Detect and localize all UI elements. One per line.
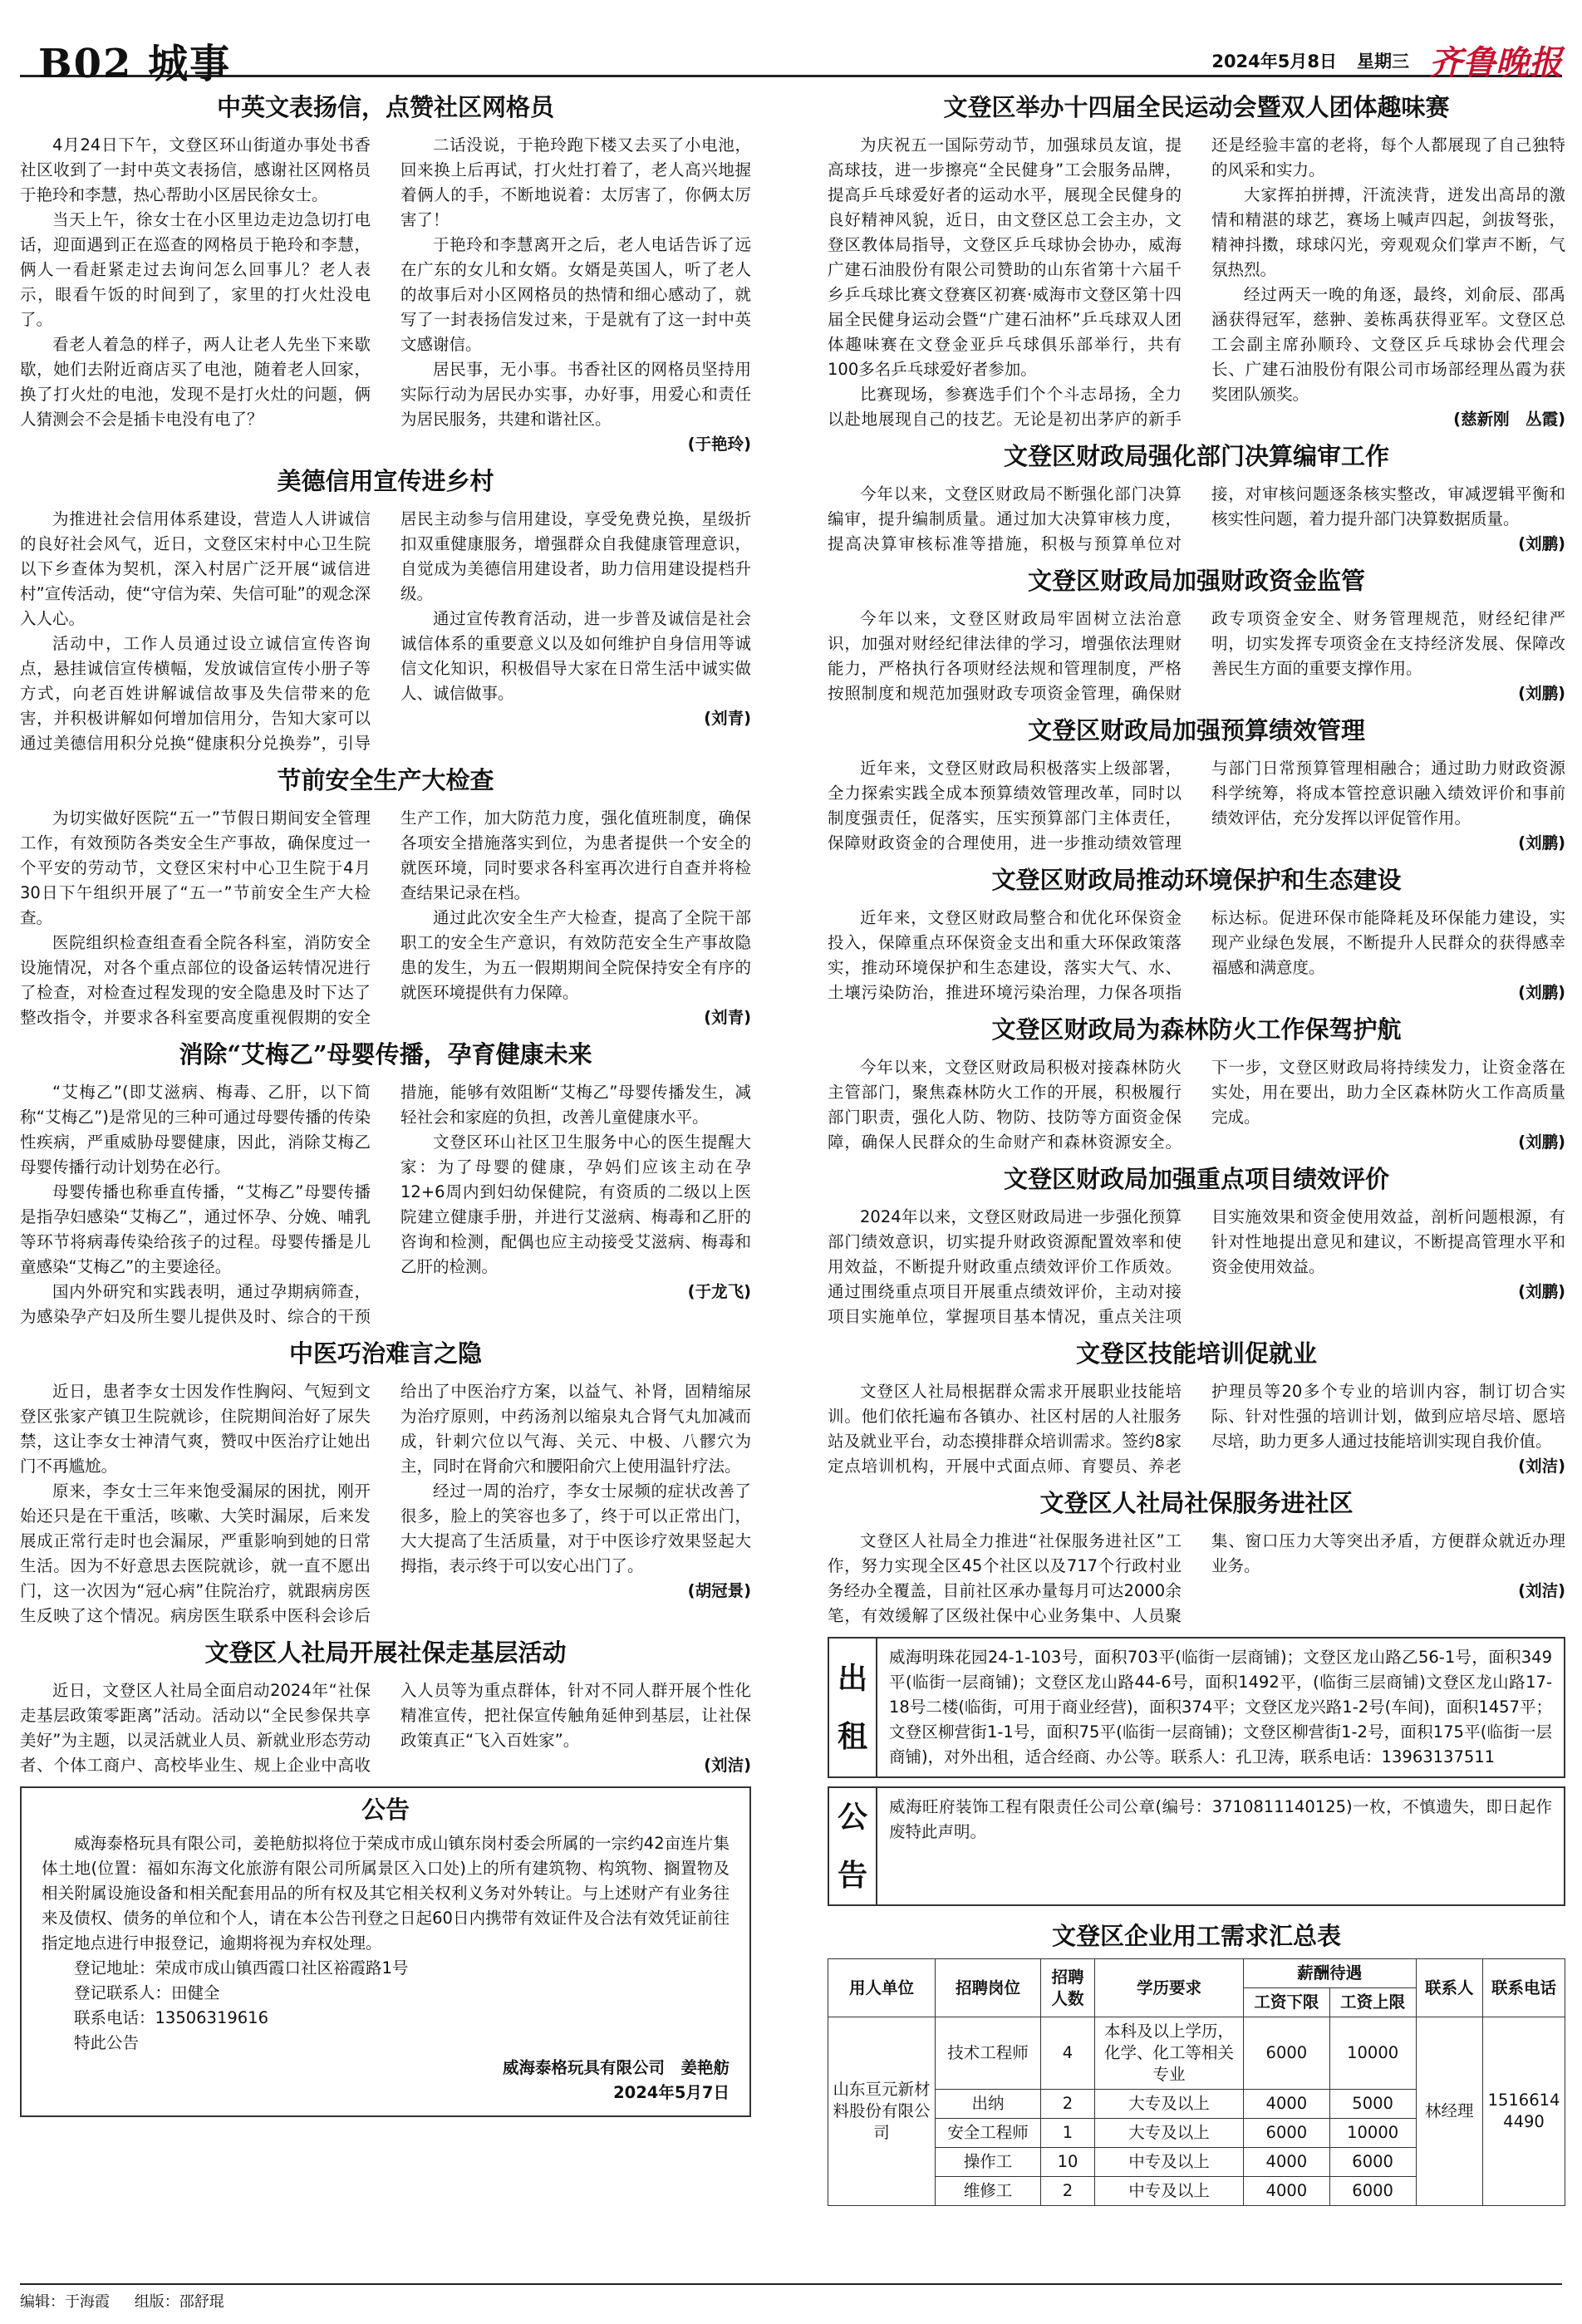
article-paragraph: 比赛现场，参赛选手们个个斗志昂扬，全力以赴地展现自己的技艺。无论是初出茅庐的新手还是经验丰富的老将，每个人都展现了自己独特的风采和实力。 [828, 135, 1565, 429]
article [828, 1014, 1565, 1155]
article-paragraph: 母婴传播也称垂直传播，“艾梅乙”母婴传播是指孕妇感染“艾梅乙”，通过怀孕、分娩、哺乳等环节将病毒传染给孩子的过程。母婴传播是儿童感染“艾梅乙”的主要途径。 [20, 1182, 371, 1276]
page-number: B02 城事 [38, 41, 232, 87]
notice-line: 登记地址：荣成市成山镇西霞口社区裕霞路1号 [74, 1958, 409, 1978]
cell-salary-low: 6000 [1244, 2119, 1330, 2148]
article-body [828, 482, 1565, 557]
article-byline: (刘鹏) [1518, 534, 1565, 553]
rental-ad-label [829, 1639, 877, 1776]
article [828, 1163, 1565, 1329]
article-byline: (刘洁) [704, 1756, 751, 1775]
right-column [828, 91, 1565, 2206]
article [20, 1039, 751, 1329]
jobs-table-title: 文登区企业用工需求汇总表 [1051, 1922, 1341, 1950]
article-body [20, 1678, 751, 1778]
cell-salary-high: 5000 [1329, 2090, 1416, 2119]
article-title: 消除“艾梅乙”母婴传播，孕育健康未来 [179, 1040, 592, 1069]
cell-salary-low: 6000 [1244, 2017, 1330, 2090]
table-row [828, 2017, 1565, 2090]
cell-count: 10 [1041, 2148, 1095, 2177]
cell-education: 大专及以上 [1095, 2090, 1244, 2119]
page-header [20, 15, 1562, 87]
cell-count: 1 [1041, 2119, 1095, 2148]
article-paragraph: 经过两天一晚的角逐，最终，刘俞辰、邵禹涵获得冠军，慈翀、姜栋禹获得亚军。文登区总工会副主席孙顺玲、文登区乒乓球协会代理会长、广建石油股份有限公司市场部经理丛霞为获奖团队颁奖。 [1211, 285, 1565, 404]
cell-salary-low: 4000 [1244, 2090, 1330, 2119]
article-paragraph: 原来，李女士三年来饱受漏尿的困扰，刚开始还只是在干重活，咳嗽、大笑时漏尿，后来发展成正常行走时也会漏尿，严重影响到她的日常生活。因为不好意思去医院就诊，就一直不愿出门，这一次因为“冠心病”住院治疗，就跟病房医生反映了这个情况。病房医生联系中医科会诊后给出了中医治疗方案，以益气、补肾，固精缩尿为治疗原则，中药汤剂以缩泉丸合肾气丸加减而成，针刺穴位以气海、关元、中极、八髎穴为主，同时在肾俞穴和腰阳俞穴上使用温针疗法。 [20, 1382, 751, 1625]
article-byline: (刘鹏) [1518, 983, 1565, 1002]
article [20, 1338, 751, 1629]
article-title: 美德信用宣传进乡村 [277, 467, 494, 495]
article-paragraph: 活动中，工作人员通过设立诚信宣传咨询点，悬挂诚信宣传横幅，发放诚信宣传小册子等方式，向老百姓讲解诚信故事及失信带来的危害，并积极讲解如何增加信用分，告知大家可以通过美德信用积分兑换“健康积分兑换券”，引导居民主动参与信用建设，享受免费兑换，星级折扣双重健康服务，增强群众自我健康管理意识，自觉成为美德信用建设者，助力信用建设提档升级。 [20, 509, 751, 753]
article [828, 1487, 1565, 1629]
article-title: 文登区技能培训促就业 [1075, 1339, 1317, 1368]
article [828, 715, 1565, 856]
layout-credit: 组版：邵舒琨 [134, 2293, 224, 2311]
article [828, 1338, 1565, 1479]
issue-weekday: 星期三 [1357, 51, 1409, 71]
article-body [828, 756, 1565, 856]
article-paragraph: 医院组织检查组查看全院各科室，消防安全设施情况，对各个重点部位的设备运转情况进行了检查，对检查过程发现的安全隐患及时下达了整改指令，并要求各科室要高度重视假期的安全生产工作，加大防范力度，强化值班制度，确保各项安全措施落实到位，为患者提供一个安全的就医环境，同时要求各科室再次进行自查并将检查结果记录在档。 [20, 808, 751, 1027]
article-byline: (于艳玲) [687, 435, 751, 454]
col-phone: 联系电话 [1483, 1959, 1565, 2017]
article-byline: (刘青) [704, 709, 751, 728]
article-title: 文登区财政局推动环境保护和生态建设 [991, 866, 1402, 894]
article-paragraph: 看老人着急的样子，两人让老人先坐下来歇歇，她们去附近商店买了电池，随着老人回家，换了打火灶的电池，发现不是打火灶的问题，俩人猜测会不会是插卡电没有电了？ [20, 335, 371, 429]
article-body [20, 133, 751, 457]
article-title: 文登区举办十四届全民运动会暨双人团体趣味赛 [943, 93, 1450, 121]
article-body [20, 806, 751, 1030]
article [828, 864, 1565, 1005]
col-salary-low: 工资下限 [1244, 1988, 1330, 2017]
article-body [828, 1205, 1565, 1329]
cell-education: 大专及以上 [1095, 2119, 1244, 2148]
editor-credit: 编辑：于海霞 [20, 2293, 110, 2311]
article-paragraph: 近日，文登区人社局全面启动2024年“社保走基层政策零距离”活动。活动以“全民参保共享美好”为主题，以灵活就业人员、新就业形态劳动者、个体工商户、高校毕业生、规上企业中高收入人员等为重点群体，针对不同人群开展个性化精准宣传，把社保宣传触角延伸到基层，让社保政策真正“飞入百姓家”。 [20, 1681, 751, 1775]
col-salary-high: 工资上限 [1329, 1988, 1416, 2017]
article-byline: (刘青) [704, 1008, 751, 1027]
article-paragraph: 通过宣传教育活动，进一步普及诚信是社会诚信体系的重要意义以及如何维护自身信用等诚信文化知识，积极倡导大家在日常生活中诚实做人、诚信做事。 [400, 609, 751, 703]
cell-education: 中专及以上 [1095, 2148, 1244, 2177]
article [20, 465, 751, 756]
article-body [828, 1529, 1565, 1629]
rental-label-char: 租 [837, 1719, 867, 1754]
article-paragraph: 居民事，无小事。书香社区的网格员坚持用实际行动为居民办实事，办好事，用爱心和责任为居民服务，共建和谐社区。 [400, 360, 751, 429]
article-paragraph: 今年以来，文登区财政局牢固树立法治意识，加强对财经纪律法律的学习，增强依法理财能力，严格执行各项财经法规和管理制度，严格按照制度和规范加强财政专项资金管理，确保财政专项资金安全、财务管理规范，财经纪律严明，切实发挥专项资金在支持经济发展、保障改善民生方面的重要支撑作用。 [828, 609, 1565, 703]
cell-company: 山东亘元新材料股份有限公司 [828, 2017, 936, 2206]
notice-ad-label [829, 1788, 877, 1904]
cell-education: 中专及以上 [1095, 2177, 1244, 2206]
article [828, 440, 1565, 557]
col-company: 用人单位 [828, 1959, 936, 2017]
article-paragraph: 为推进社会信用体系建设，营造人人讲诚信的良好社会风气，近日，文登区宋村中心卫生院以下乡查体为契机，深入村居广泛开展“诚信进村”宣传活动，使“守信为荣、失信可耻”的观念深入人心。 [20, 509, 371, 628]
left-column [20, 91, 751, 2117]
article-byline: (刘洁) [1518, 1457, 1565, 1476]
article-byline: (刘鹏) [1518, 684, 1565, 703]
article-paragraph: 国内外研究和实践表明，通过孕期病筛查，为感染孕产妇及所生婴儿提供及时、综合的干预措施，能够有效阻断“艾梅乙”母婴传播发生，减轻社会和家庭的负担，改善儿童健康水平。 [20, 1083, 751, 1326]
article-paragraph: 文登区环山社区卫生服务中心的医生提醒大家：为了母婴的健康，孕妈们应该主动在孕12+6周内到妇幼保健院，有资质的二级以上医院建立健康手册，并进行艾滋病、梅毒和乙肝的咨询和检测，配偶也应主动接受艾滋病、梅毒和乙肝的检测。 [400, 1133, 751, 1276]
article [20, 1637, 751, 1778]
cell-count: 4 [1041, 2017, 1095, 2090]
cell-count: 2 [1041, 2177, 1095, 2206]
article-paragraph: 于艳玲和李慧离开之后，老人电话告诉了远在广东的女儿和女婿。女婿是英国人，听了老人的故事后对小区网格员的热情和细心感动了，就写了一封表扬信发过来，于是就有了这一封中英文感谢信。 [400, 235, 751, 354]
article-title: 中医巧治难言之隐 [288, 1339, 482, 1368]
lost-seal-notice [828, 1786, 1565, 1906]
article-paragraph: 经过一周的治疗，李女士尿频的症状改善了很多，脸上的笑容也多了，终于可以正常出门，大大提高了生活质量，对于中医诊疗效果竖起大拇指，表示终于可以安心出门了。 [400, 1481, 751, 1575]
notice-body: 威海泰格玩具有限公司，姜艳舫拟将位于荣成市成山镇东岗村委会所属的一宗约42亩连片集体土地(位置：福如东海文化旅游有限公司所属景区入口处)上的所有建筑物、构筑物、搁置物及相关附属设施设备和相关配套用品的所有权及其它相关权利义务对外转让。与上述财产有业务往来及债权、债务的单位和个人，请在本公告刊登之日起60日内携带有效证件及合法有效凭证前往指定地点进行申报登记，逾期将视为弃权处理。 [42, 1834, 730, 1953]
article-title: 文登区财政局强化部门决算编审工作 [1003, 442, 1389, 470]
article-paragraph: 为切实做好医院“五一”节假日期间安全管理工作，有效预防各类安全生产事故，确保度过一个平安的劳动节，文登区宋村中心卫生院于4月30日下午组织开展了“五一”节前安全生产大检查。 [20, 808, 371, 927]
article-body [828, 1379, 1565, 1479]
notice-label-char: 公 [837, 1800, 867, 1835]
rental-label-char: 出 [837, 1661, 867, 1696]
col-salary: 薪酬待遇 [1244, 1959, 1417, 1988]
article-paragraph: 2024年以来，文登区财政局进一步强化预算部门绩效意识，切实提升财政资源配置效率和使用效益，不断提升财政重点绩效评价工作质效。通过围绕重点项目开展重点绩效评价，主动对接项目实施单位，掌握项目基本情况，重点关注项目实施效果和资金使用效益，剖析问题根源，有针对性地提出意见和建议，不断提高管理水平和资金使用效益。 [828, 1207, 1565, 1326]
newspaper-logo: 齐鲁晚报 [1429, 43, 1562, 82]
article-paragraph: 今年以来，文登区财政局不断强化部门决算编审，提升编制质量。通过加大决算审核力度，提高决算审核标准等措施，积极与预算单位对接，对审核问题逐条核实整改，审减逻辑平衡和核实性问题，着力提升部门决算数据质量。 [828, 484, 1565, 553]
article-byline: (胡冠景) [687, 1581, 751, 1600]
article-title: 文登区人社局社保服务进社区 [1039, 1489, 1354, 1517]
article-byline: (刘鹏) [1518, 1133, 1565, 1152]
article-title: 文登区财政局加强财政资金监管 [1027, 567, 1365, 595]
article-paragraph: 大家挥拍拼搏，汗流浃背，迸发出高昂的激情和精湛的球艺，赛场上喊声四起，剑拔弩张，精神抖擞，球球闪光，旁观观众们掌声不断，气氛热烈。 [1211, 185, 1565, 279]
article-body [828, 133, 1565, 432]
cell-contact: 林经理 [1416, 2017, 1483, 2206]
cell-salary-low: 4000 [1244, 2177, 1330, 2206]
lost-seal-text: 威海旺府装饰工程有限责任公司公章(编号：3710811140125)一枚，不慎遗失，即日起作废特此声明。 [889, 1797, 1552, 1841]
notice-label-char: 告 [837, 1858, 867, 1893]
notice-line: 特此公告 [74, 2033, 140, 2052]
article-paragraph: 近日，患者李女士因发作性胸闷、气短到文登区张家产镇卫生院就诊，住院期间治好了尿失禁，这让李女士神清气爽，赞叹中医治疗让她出门不再尴尬。 [20, 1382, 371, 1476]
page-footer [20, 2283, 1562, 2312]
article-byline: (刘鹏) [1518, 1282, 1565, 1301]
article-paragraph: 近年来，文登区财政局积极落实上级部署，全力探索实践全成本预算绩效管理改革，同时以制度强责任，促落实，压实预算部门主体责任，保障财政资金的合理使用，进一步推动绩效管理与部门日常预算管理相融合；通过助力财政资源科学统筹，将成本管控意识融入绩效评价和事前绩效评估，充分发挥以评促管作用。 [828, 759, 1565, 852]
cell-position: 维修工 [936, 2177, 1041, 2206]
article-body [828, 1055, 1565, 1155]
col-contact: 联系人 [1416, 1959, 1483, 2017]
cell-salary-high: 10000 [1329, 2119, 1416, 2148]
cell-position: 安全工程师 [936, 2119, 1041, 2148]
col-education: 学历要求 [1095, 1959, 1244, 2017]
article-title: 中英文表扬信，点赞社区网格员 [216, 93, 554, 121]
notice-line: 联系电话：13506319616 [74, 2008, 268, 2027]
article-body [20, 1080, 751, 1329]
rental-ad [828, 1637, 1565, 1778]
issue-date: 2024年5月8日 [1211, 51, 1337, 71]
article-body [828, 906, 1565, 1005]
article-paragraph: 当天上午，徐女士在小区里边走边急切打电话，迎面遇到正在巡查的网格员于艳玲和李慧，俩人一看赶紧走过去询问怎么回事儿？老人表示，眼看午饭的时间到了，家里的打火灶没电了。 [20, 210, 371, 329]
article-paragraph: 文登区人社局根据群众需求开展职业技能培训。他们依托遍布各镇办、社区村居的人社服务站及就业平台，动态摸排群众培训需求。签约8家定点培训机构，开展中式面点师、育婴员、养老护理员等20多个专业的培训内容，制订切合实际、针对性强的培训计划，做到应培尽培、愿培尽培，助力更多人通过技能培训实现自我价值。 [828, 1382, 1565, 1476]
cell-salary-high: 6000 [1329, 2177, 1416, 2206]
cell-phone: 15166144490 [1483, 2017, 1565, 2206]
article-byline: (慈新刚 丛霞) [1453, 410, 1565, 429]
article-byline: (于龙飞) [687, 1282, 751, 1301]
article-byline: (刘鹏) [1518, 833, 1565, 852]
cell-salary-high: 6000 [1329, 2148, 1416, 2177]
table-header-row [828, 1959, 1565, 1988]
notice-title: 公告 [361, 1796, 410, 1824]
article-paragraph: “艾梅乙”(即艾滋病、梅毒、乙肝，以下简称“艾梅乙”)是常见的三种可通过母婴传播的传染性疾病，严重威胁母婴健康，因此，消除艾梅乙母婴传播行动计划势在必行。 [20, 1083, 371, 1177]
cell-education: 本科及以上学历，化学、化工等相关专业 [1095, 2017, 1244, 2090]
article-title: 文登区财政局加强预算绩效管理 [1027, 716, 1365, 744]
article [828, 565, 1565, 706]
jobs-table [828, 1958, 1565, 2206]
article-body [828, 607, 1565, 706]
article-paragraph: 通过此次安全生产大检查，提高了全院干部职工的安全生产意识，有效防范安全生产事故隐患的发生，为五一假期期间全院保持安全有序的就医环境提供有力保障。 [400, 908, 751, 1002]
cell-position: 操作工 [936, 2148, 1041, 2177]
article-paragraph: 近年来，文登区财政局整合和优化环保资金投入，保障重点环保资金支出和重大环保政策落实，推动环境保护和生态建设，落实大气、水、土壤污染防治，推进环境污染治理，力保各项指标达标。促进环保市能降耗及环保能力建设，实现产业绿色发展，不断提升人民群众的获得感幸福感和满意度。 [828, 908, 1565, 1002]
cell-position: 出纳 [936, 2090, 1041, 2119]
article-byline: (刘洁) [1518, 1581, 1565, 1600]
article-title: 节前安全生产大检查 [277, 766, 494, 794]
col-position: 招聘岗位 [936, 1959, 1041, 2017]
article-paragraph: 为庆祝五一国际劳动节，加强球员友谊，提高球技，进一步擦亮“全民健身”工会服务品牌，提高乒乓球爱好者的运动水平，展现全民健身的良好精神风貌，近日，由文登区总工会主办，文登区教体局指导，文登区乒乓球协会协办，威海广建石油股份有限公司赞助的山东省第十六届千乡乒乓球比赛文登赛区初赛·威海市文登区第十四届全民健身运动会暨“广建石油杯”乒乓球双人团体趣味赛在文登金亚乒乓球俱乐部举行，共有100多名乒乓球爱好者参加。 [828, 135, 1182, 379]
cell-salary-high: 10000 [1329, 2017, 1416, 2090]
cell-salary-low: 4000 [1244, 2148, 1330, 2177]
article-title: 文登区财政局为森林防火工作保驾护航 [991, 1015, 1402, 1044]
col-count: 招聘人数 [1041, 1959, 1095, 2017]
article-body [20, 507, 751, 756]
article [20, 764, 751, 1030]
cell-count: 2 [1041, 2090, 1095, 2119]
article-title: 文登区人社局开展社保走基层活动 [204, 1639, 567, 1667]
article-paragraph: 今年以来，文登区财政局积极对接森林防火主管部门，聚焦森林防火工作的开展，积极履行部门职责，强化人防、物防、技防等方面资金保障，确保人民群众的生命财产和森林资源安全。下一步，文登区财政局将持续发力，让资金落在实处，用在要出，助力全区森林防火工作高质量完成。 [828, 1058, 1565, 1152]
notice-date: 2024年5月7日 [613, 2083, 730, 2102]
article-paragraph: 文登区人社局全力推进“社保服务进社区”工作，努力实现全区45个社区以及717个行政村业务经办全覆盖，目前社区承办量每月可达2000余笔，有效缓解了区级社保中心业务集中、人员聚集、窗口压力大等突出矛盾，方便群众就近办理业务。 [828, 1531, 1565, 1625]
cell-position: 技术工程师 [936, 2017, 1041, 2090]
article-paragraph: 4月24日下午，文登区环山街道办事处书香社区收到了一封中英文表扬信，感谢社区网格员于艳玲和李慧，热心帮助小区居民徐女士。 [20, 135, 371, 204]
article [828, 91, 1565, 432]
rental-ad-text: 威海明珠花园24-1-103号，面积703平(临街一层商铺)；文登区龙山路乙56-1号，面积349平(临街一层商铺)；文登区龙山路44-6号，面积1492平，(临街三层商铺)文登区龙山路17-18号二楼(临街，可用于商业经营)，面积374平；文登区龙兴路1-2号(车间)，面积1457平；文登区柳营街1-1号，面积75平(临街一层商铺)；文登区柳营街1-2号，面积175平(临街一层商铺)，对外出租，适合经商、办公等。联系人：孔卫涛，联系电话：13963137511 [889, 1648, 1552, 1766]
article-title: 文登区财政局加强重点项目绩效评价 [1003, 1165, 1389, 1193]
article [20, 91, 751, 457]
header-meta [1211, 37, 1562, 84]
notice-line: 登记联系人：田健全 [74, 1983, 220, 2002]
article-paragraph: 二话没说，于艳玲跑下楼又去买了小电池，回来换上后再试，打火灶打着了，老人高兴地握着俩人的手，不断地说着：太厉害了，你俩太厉害了！ [400, 135, 751, 229]
article-body [20, 1379, 751, 1629]
notice-signer: 威海泰格玩具有限公司 姜艳舫 [502, 2058, 730, 2077]
land-transfer-notice [20, 1786, 751, 2117]
